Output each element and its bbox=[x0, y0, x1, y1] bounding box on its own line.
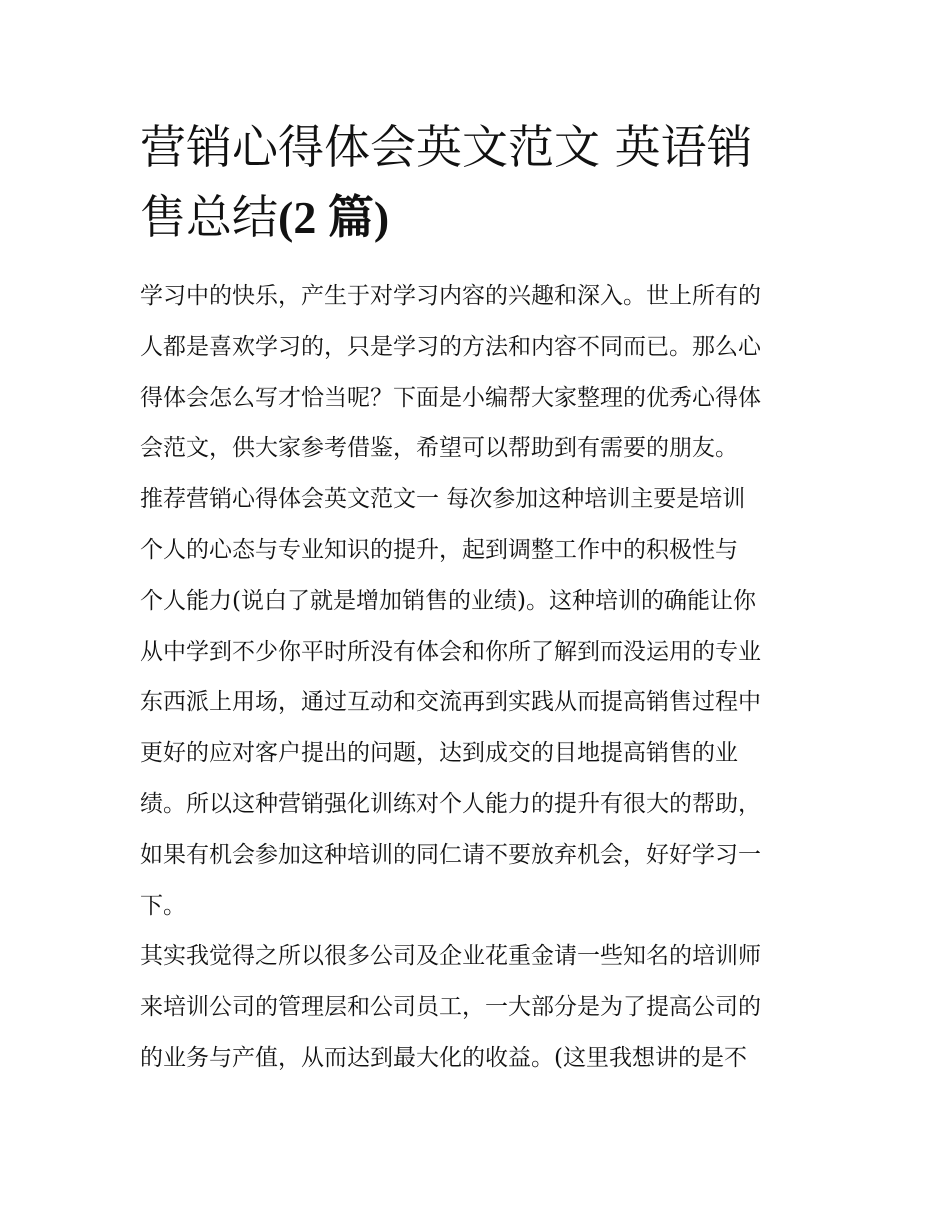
body-line: 推荐营销心得体会英文范文一 每次参加这种培训主要是培训 bbox=[140, 486, 746, 513]
body-line: 东西派上用场，通过互动和交流再到实践从而提高销售过程中 bbox=[140, 689, 761, 716]
title-suffix: (2 篇) bbox=[278, 192, 390, 243]
body-line: 来培训公司的管理层和公司员工，一大部分是为了提高公司的 bbox=[140, 994, 761, 1021]
document-content bbox=[140, 112, 812, 1084]
body-line: 会范文，供大家参考借鉴，希望可以帮助到有需要的朋友。 bbox=[140, 435, 738, 462]
body-line: 个人的心态与专业知识的提升，起到调整工作中的积极性与 bbox=[140, 536, 738, 563]
body-line: 其实我觉得之所以很多公司及企业花重金请一些知名的培训师 bbox=[140, 943, 761, 970]
body-line: 的业务与产值，从而达到最大化的收益。(这里我想讲的是不 bbox=[140, 1044, 747, 1071]
body-line: 更好的应对客户提出的问题，达到成交的目地提高销售的业 bbox=[140, 740, 738, 767]
body-line: 从中学到不少你平时所没有体会和你所了解到而没运用的专业 bbox=[140, 638, 761, 665]
body-line: 下。 bbox=[140, 892, 186, 919]
body-line: 学习中的快乐，产生于对学习内容的兴趣和深入。世上所有的 bbox=[140, 283, 761, 309]
body-line: 如果有机会参加这种培训的同仁请不要放弃机会，好好学习一 bbox=[140, 841, 761, 868]
document-title bbox=[140, 112, 812, 253]
title-line-1: 营销心得体会英文范文 英语销 bbox=[140, 120, 753, 174]
body-line: 人都是喜欢学习的，只是学习的方法和内容不同而已。那么心 bbox=[140, 333, 761, 360]
body-line: 绩。所以这种营销强化训练对个人能力的提升有很大的帮助， bbox=[140, 790, 761, 817]
document-body bbox=[140, 271, 812, 1084]
title-line-2: 售总结 bbox=[140, 190, 278, 244]
body-line: 个人能力(说白了就是增加销售的业绩)。这种培训的确能让你 bbox=[140, 587, 756, 614]
body-line: 得体会怎么写才恰当呢？下面是小编帮大家整理的优秀心得体 bbox=[140, 384, 761, 411]
